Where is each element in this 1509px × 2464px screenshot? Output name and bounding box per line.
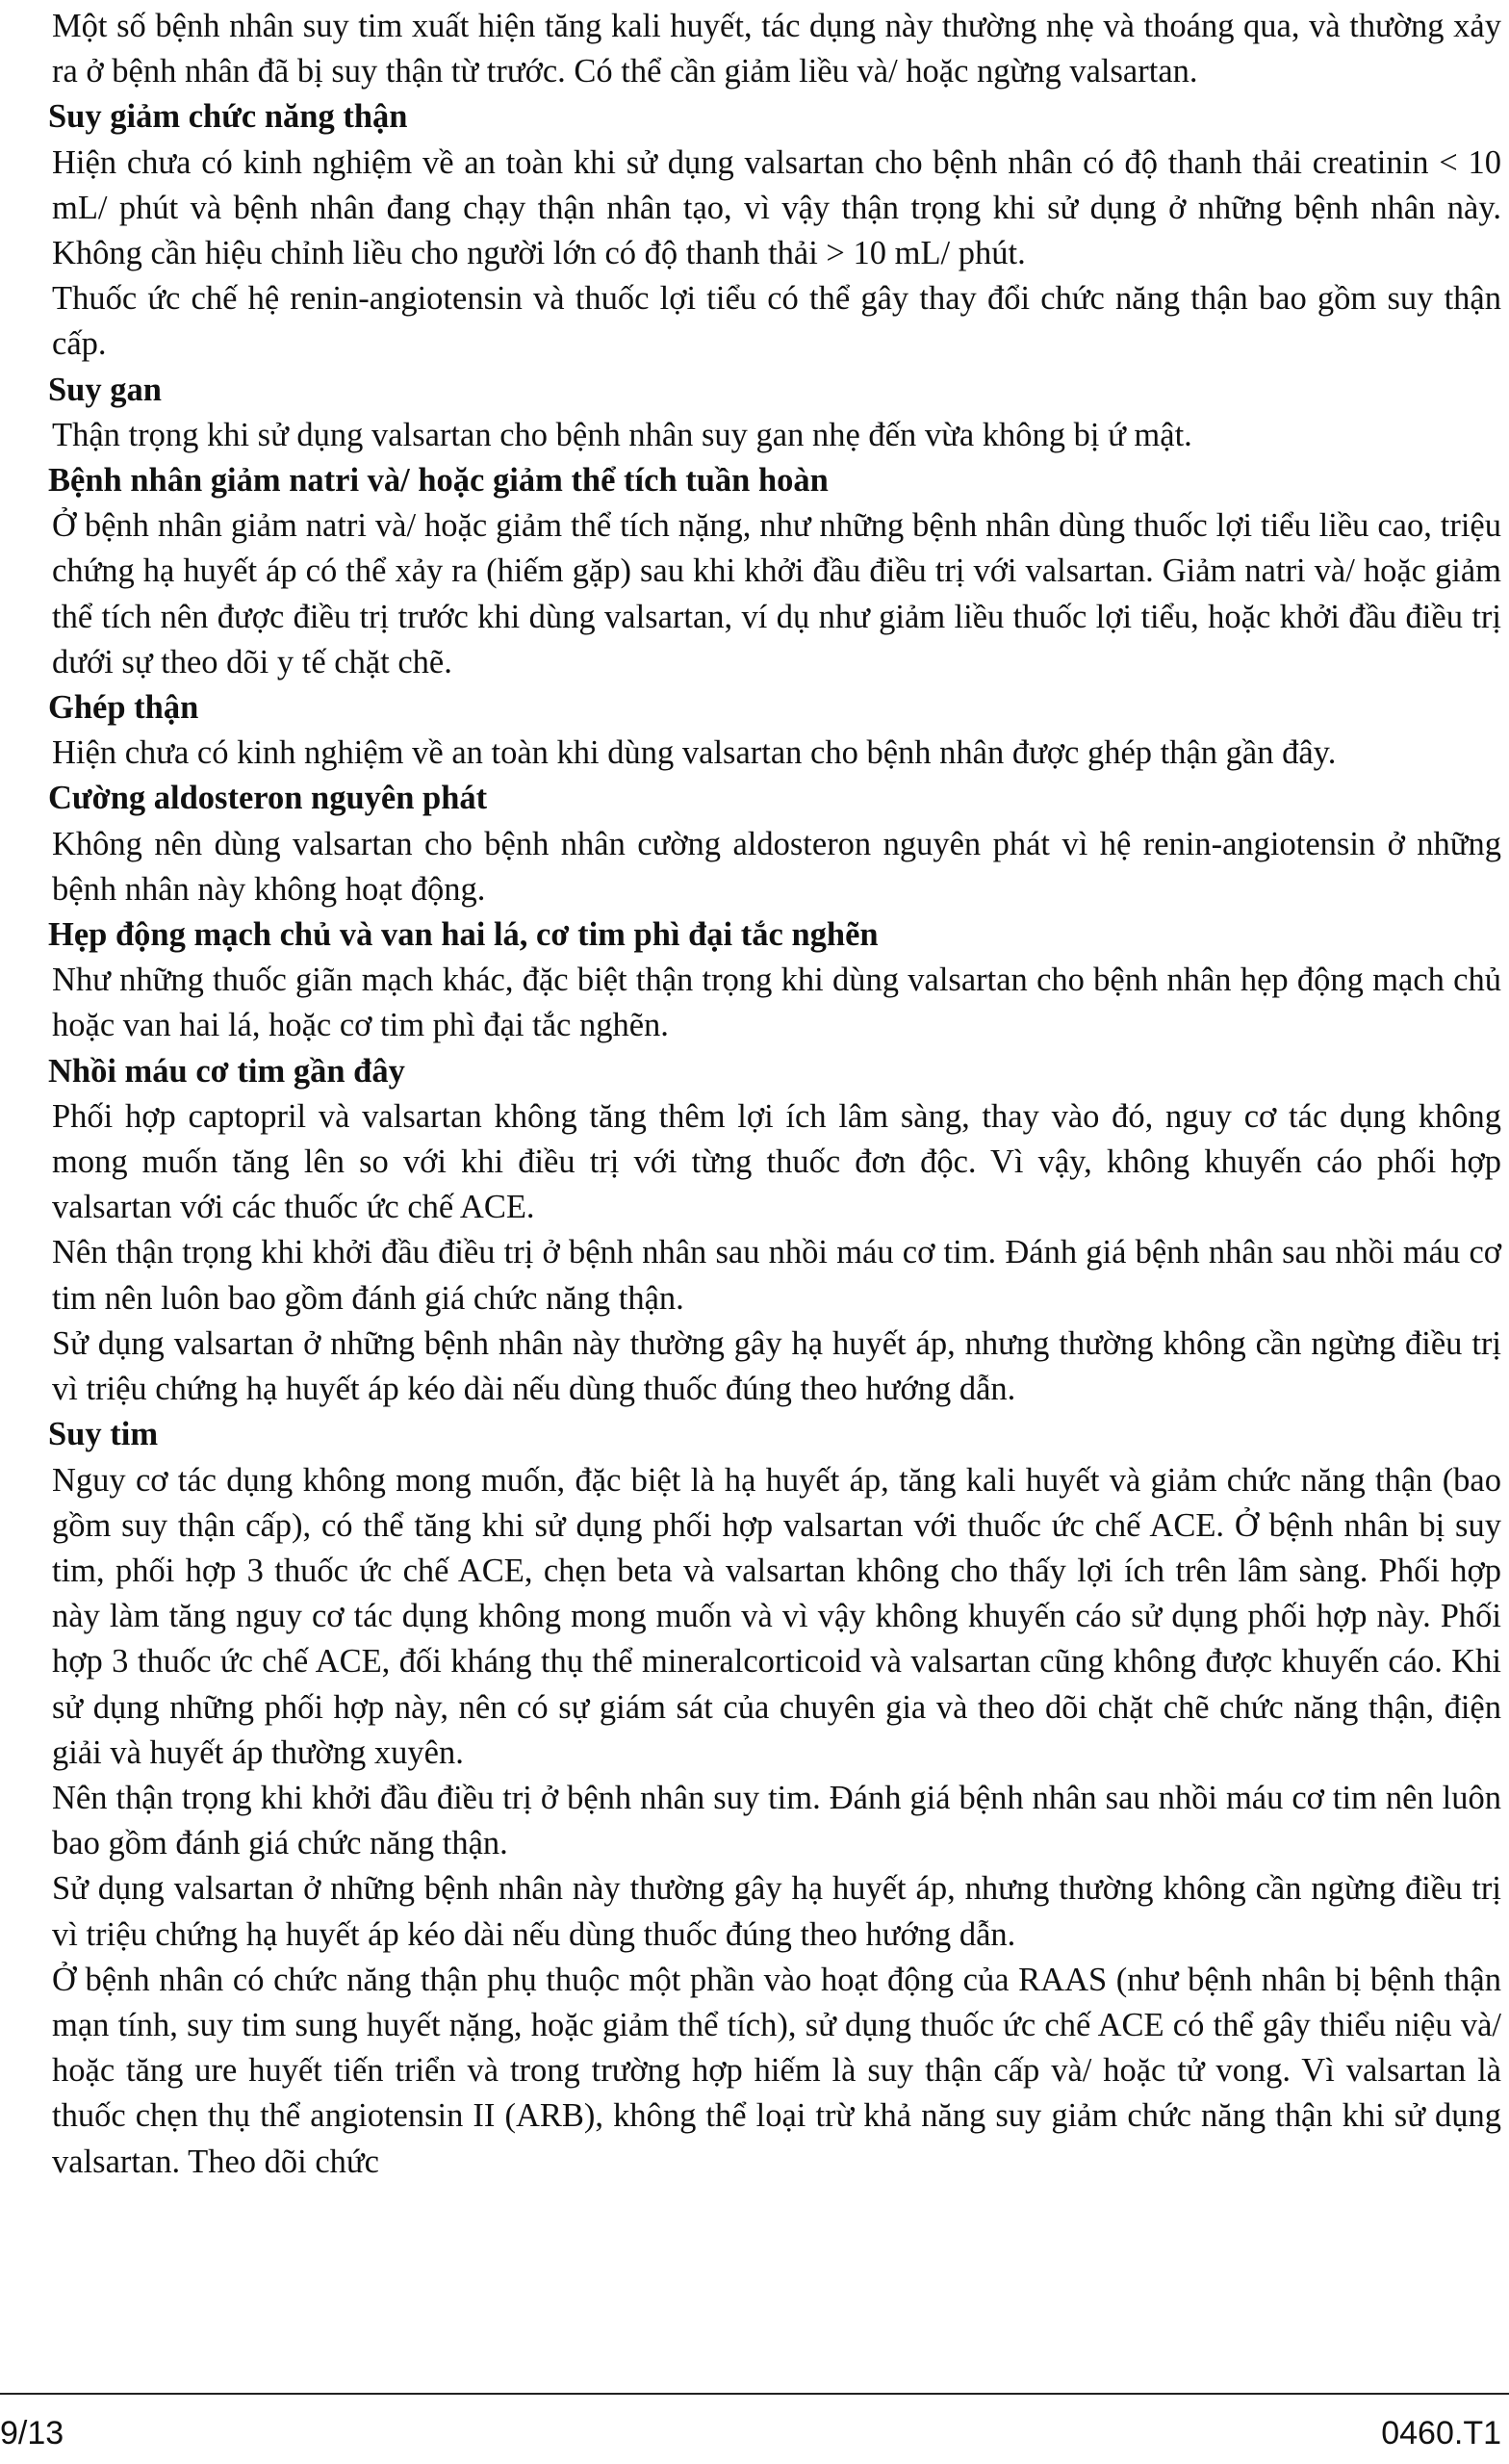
paragraph-hf-1: Nguy cơ tác dụng không mong muốn, đặc biệt là hạ huyết áp, tăng kali huyết và giảm chức năng thận (bao gồm suy thận cấp), có thể tăng khi sử dụng phối hợp valsartan với thuốc ức chế ACE. Ở bệnh nhân bị suy tim, phối hợp 3 thuốc ức chế ACE, chẹn beta và valsartan không cho thấy lợi ích trên lâm sàng. Phối hợp này làm tăng nguy cơ tác dụng không mong muốn và vì vậy không khuyến cáo sử dụng phối hợp này. Phối hợp 3 thuốc ức chế ACE, đối kháng thụ thể mineralcorticoid và valsartan cũng không được khuyến cáo. Khi sử dụng những phối hợp này, nên có sự giám sát của chuyên gia và theo dõi chặt chẽ chức năng thận, điện giải và huyết áp thường xuyên.: [52, 1461, 1501, 1771]
paragraph-hf-3: Sử dụng valsartan ở những bệnh nhân này thường gây hạ huyết áp, nhưng thường không cần ngừng điều trị vì triệu chứng hạ huyết áp kéo dài nếu dùng thuốc đúng theo hướng dẫn.: [52, 1870, 1501, 1953]
heading-aldosteronism: Cường aldosteron nguyên phát: [48, 780, 488, 817]
document-code: 0460.T1: [1381, 2415, 1501, 2451]
paragraph-renal-2: Thuốc ức chế hệ renin-angiotensin và thuốc lợi tiểu có thể gây thay đổi chức năng thận bao gồm suy thận cấp.: [52, 280, 1501, 363]
heading-heart-failure: Suy tim: [48, 1416, 159, 1453]
paragraph-mi-2: Nên thận trọng khi khởi đầu điều trị ở bệnh nhân sau nhồi máu cơ tim. Đánh giá bệnh nhân sau nhồi máu cơ tim nên luôn bao gồm đánh giá chức năng thận.: [52, 1234, 1501, 1317]
paragraph-intro: Một số bệnh nhân suy tim xuất hiện tăng kali huyết, tác dụng này thường nhẹ và thoáng qua, và thường xảy ra ở bệnh nhân đã bị suy thận từ trước. Có thể cần giảm liều và/ hoặc ngừng valsartan.: [52, 8, 1501, 90]
document-page: [48, 4, 1501, 2185]
heading-myocardial-infarction: Nhồi máu cơ tim gần đây: [48, 1052, 405, 1090]
heading-sodium-depletion: Bệnh nhân giảm natri và/ hoặc giảm thể tích tuần hoàn: [48, 462, 829, 500]
paragraph-aldosteronism: Không nên dùng valsartan cho bệnh nhân cường aldosteron nguyên phát vì hệ renin-angiotensin ở những bệnh nhân này không hoạt động.: [52, 825, 1501, 908]
paragraph-liver: Thận trọng khi sử dụng valsartan cho bệnh nhân suy gan nhẹ đến vừa không bị ứ mật.: [52, 416, 1192, 453]
paragraph-sodium: Ở bệnh nhân giảm natri và/ hoặc giảm thể tích nặng, như những bệnh nhân dùng thuốc lợi tiểu liều cao, triệu chứng hạ huyết áp có thể xảy ra (hiếm gặp) sau khi khởi đầu điều trị với valsartan. Giảm natri và/ hoặc giảm thể tích nên được điều trị trước khi dùng valsartan, ví dụ như giảm liều thuốc lợi tiểu, hoặc khởi đầu điều trị dưới sự theo dõi y tế chặt chẽ.: [52, 507, 1501, 680]
heading-liver-impairment: Suy gan: [48, 371, 162, 408]
heading-renal-impairment: Suy giảm chức năng thận: [48, 98, 408, 136]
footer-divider: [0, 2393, 1509, 2395]
heading-stenosis: Hẹp động mạch chủ và van hai lá, cơ tim phì đại tắc nghẽn: [48, 916, 879, 954]
paragraph-mi-1: Phối hợp captopril và valsartan không tăng thêm lợi ích lâm sàng, thay vào đó, nguy cơ tác dụng không mong muốn tăng lên so với khi điều trị với từng thuốc đơn độc. Vì vậy, không khuyến cáo phối hợp valsartan với các thuốc ức chế ACE.: [52, 1097, 1501, 1226]
paragraph-stenosis: Như những thuốc giãn mạch khác, đặc biệt thận trọng khi dùng valsartan cho bệnh nhân hẹp động mạch chủ hoặc van hai lá, hoặc cơ tim phì đại tắc nghẽn.: [52, 962, 1501, 1044]
paragraph-renal-1: Hiện chưa có kinh nghiệm về an toàn khi sử dụng valsartan cho bệnh nhân có độ thanh thải creatinin < 10 mL/ phút và bệnh nhân đang chạy thận nhân tạo, vì vậy thận trọng khi sử dụng ở những bệnh nhân này. Không cần hiệu chỉnh liều cho người lớn có độ thanh thải > 10 mL/ phút.: [52, 143, 1501, 272]
heading-kidney-transplant: Ghép thận: [48, 689, 199, 727]
paragraph-hf-4: Ở bệnh nhân có chức năng thận phụ thuộc một phần vào hoạt động của RAAS (như bệnh nhân bị bệnh thận mạn tính, suy tim sung huyết nặng, hoặc giảm thể tích), sử dụng thuốc ức chế ACE có thể gây thiểu niệu và/ hoặc tăng ure huyết tiến triển và trong trường hợp hiếm là suy thận cấp và/ hoặc tử vong. Vì valsartan là thuốc chẹn thụ thể angiotensin II (ARB), không thể loại trừ khả năng suy giảm chức năng thận khi sử dụng valsartan. Theo dõi chức: [52, 1961, 1501, 2180]
paragraph-transplant: Hiện chưa có kinh nghiệm về an toàn khi dùng valsartan cho bệnh nhân được ghép thận gần đây.: [52, 734, 1337, 772]
page-number: 9/13: [0, 2415, 64, 2451]
paragraph-mi-3: Sử dụng valsartan ở những bệnh nhân này thường gây hạ huyết áp, nhưng thường không cần ngừng điều trị vì triệu chứng hạ huyết áp kéo dài nếu dùng thuốc đúng theo hướng dẫn.: [52, 1324, 1501, 1408]
paragraph-hf-2: Nên thận trọng khi khởi đầu điều trị ở bệnh nhân suy tim. Đánh giá bệnh nhân sau nhồi máu cơ tim nên luôn bao gồm đánh giá chức năng thận.: [52, 1779, 1501, 1862]
